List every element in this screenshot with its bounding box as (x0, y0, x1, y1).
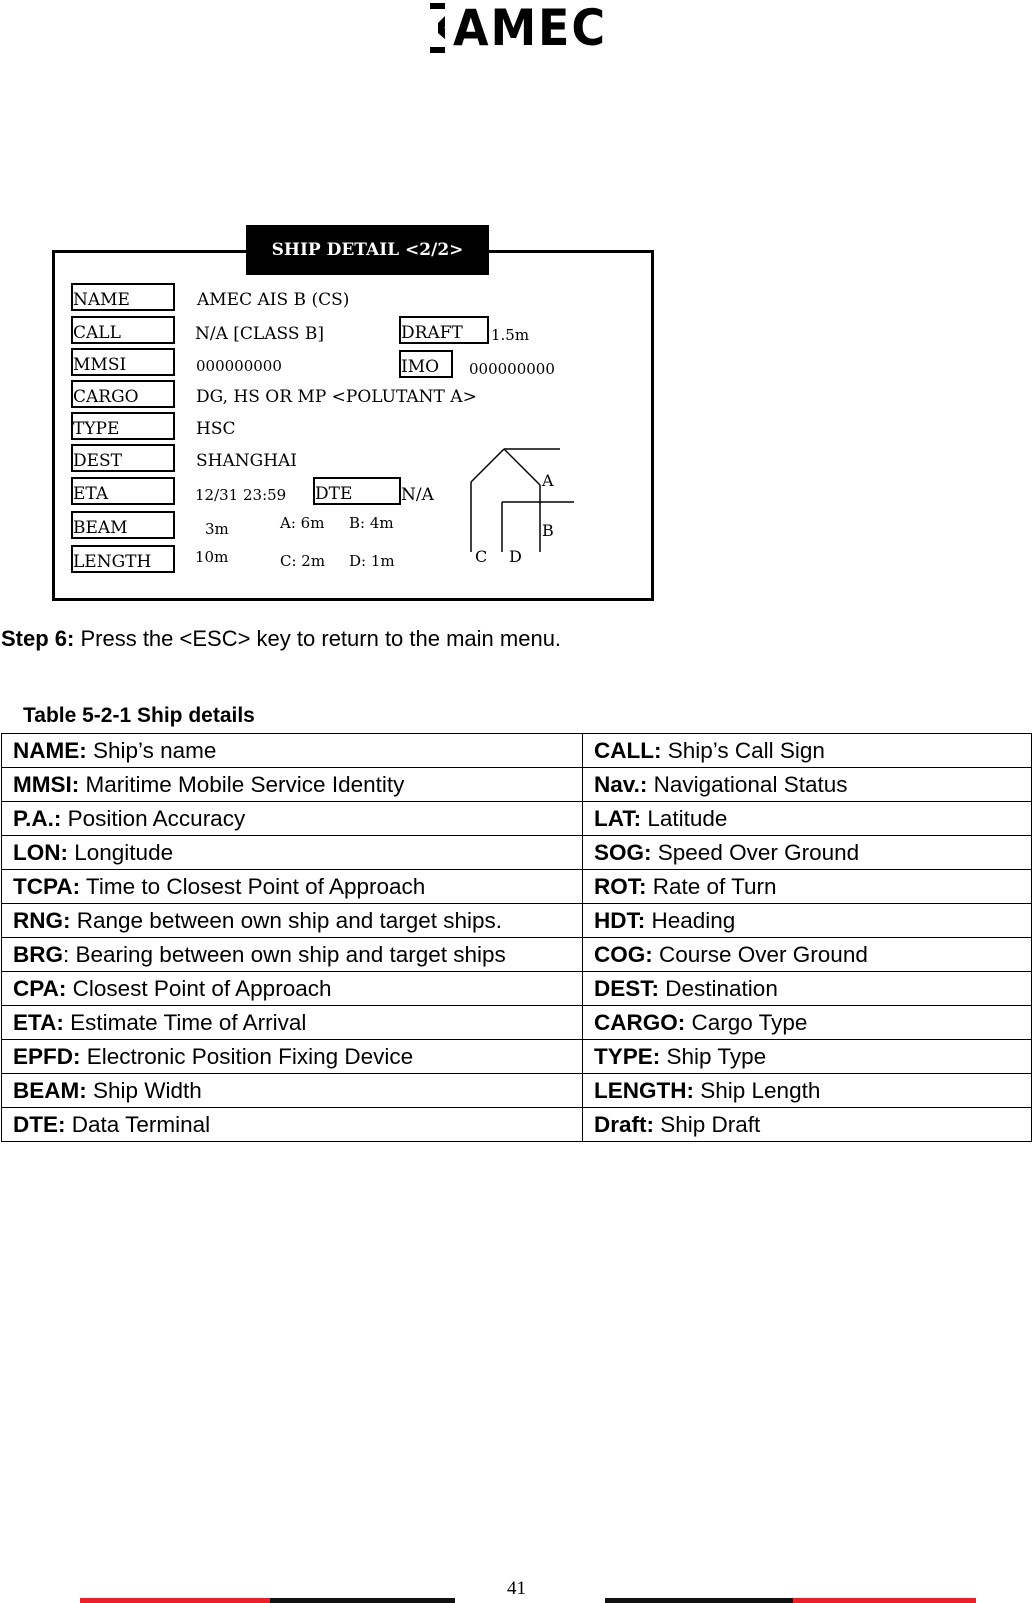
term-desc: Time to Closest Point of Approach (80, 874, 426, 899)
table-row (2, 938, 1032, 972)
table-cell (2, 904, 583, 938)
term-key: Nav.: (594, 772, 648, 797)
table-cell (2, 768, 583, 802)
term-key: CARGO: (594, 1010, 686, 1035)
table-cell (583, 870, 1032, 904)
term-desc: Heading (645, 908, 736, 933)
ship-details-table (1, 733, 1032, 1142)
diagram-label-c: C (475, 547, 488, 566)
step-instruction (1, 626, 561, 652)
table-cell (2, 1074, 583, 1108)
amec-logo (430, 0, 620, 57)
dimension-b: B: 4m (349, 514, 394, 532)
eta-value: 12/31 23:59 (195, 486, 287, 504)
table-cell (583, 768, 1032, 802)
term-key: HDT: (594, 908, 646, 933)
term-key: LON: (13, 840, 68, 865)
step-text: Press the <ESC> key to return to the main menu. (74, 626, 562, 651)
table-cell (583, 836, 1032, 870)
table-row (2, 972, 1032, 1006)
name-label: NAME (71, 283, 175, 311)
imo-label: IMO (399, 350, 453, 378)
imo-value: 000000000 (469, 360, 555, 378)
term-key: SOG: (594, 840, 652, 865)
beam-value: 3m (205, 520, 229, 538)
table-cell (2, 870, 583, 904)
draft-value: 1.5m (491, 326, 530, 344)
table-cell (583, 802, 1032, 836)
term-desc: Ship Width (86, 1078, 202, 1103)
term-desc: Cargo Type (685, 1010, 808, 1035)
term-desc: Latitude (641, 806, 728, 831)
term-desc: Electronic Position Fixing Device (80, 1044, 414, 1069)
term-key: CALL: (594, 738, 662, 763)
term-key: ROT: (594, 874, 647, 899)
name-value: AMEC AIS B (CS) (197, 290, 350, 310)
beam-label: BEAM (71, 511, 175, 539)
table-cell (2, 972, 583, 1006)
table-row (2, 1006, 1032, 1040)
term-key: EPFD: (13, 1044, 81, 1069)
eta-label: ETA (71, 477, 175, 505)
dimension-d: D: 1m (349, 552, 395, 570)
term-desc: Ship’s name (86, 738, 217, 763)
table-cell (583, 938, 1032, 972)
length-label: LENGTH (71, 545, 175, 573)
type-label: TYPE (71, 412, 175, 440)
term-desc: Ship Draft (654, 1112, 761, 1137)
term-desc: Navigational Status (647, 772, 848, 797)
table-cell (2, 1006, 583, 1040)
term-key: DTE: (13, 1112, 66, 1137)
table-cell (2, 734, 583, 768)
draft-label: DRAFT (399, 316, 489, 344)
term-desc: Data Terminal (65, 1112, 211, 1137)
table-row (2, 802, 1032, 836)
step-label: Step 6: (1, 626, 75, 651)
length-value: 10m (195, 548, 229, 566)
term-key: LENGTH: (594, 1078, 694, 1103)
term-key: MMSI: (13, 772, 80, 797)
table-cell (2, 938, 583, 972)
term-key: LAT: (594, 806, 642, 831)
term-desc: Rate of Turn (646, 874, 777, 899)
footer-bar-red-right (793, 1598, 976, 1603)
term-desc: Range between own ship and target ships. (70, 908, 503, 933)
table-row (2, 870, 1032, 904)
dimension-c: C: 2m (280, 552, 326, 570)
type-value: HSC (196, 419, 236, 439)
term-key: TYPE: (594, 1044, 661, 1069)
term-key: BRG (13, 942, 63, 967)
table-row (2, 1074, 1032, 1108)
cargo-label: CARGO (71, 380, 175, 408)
term-desc: Estimate Time of Arrival (63, 1010, 307, 1035)
term-desc: Ship’s Call Sign (661, 738, 825, 763)
table-cell (583, 1074, 1032, 1108)
amec-logo-mark-icon (430, 3, 445, 53)
term-key: P.A.: (13, 806, 62, 831)
table-cell (583, 1040, 1032, 1074)
amec-logo-text: AMEC (452, 0, 607, 57)
term-desc: Closest Point of Approach (66, 976, 332, 1001)
table-cell (583, 904, 1032, 938)
call-label: CALL (71, 316, 175, 344)
table-cell (583, 734, 1032, 768)
table-row (2, 734, 1032, 768)
table-caption: Table 5-2-1 Ship details (23, 704, 255, 727)
table-row (2, 1040, 1032, 1074)
table-row (2, 1108, 1032, 1142)
footer-bar-black-right (605, 1598, 793, 1603)
term-key: NAME: (13, 738, 87, 763)
table-row (2, 836, 1032, 870)
term-desc: Position Accuracy (61, 806, 246, 831)
term-desc: Speed Over Ground (651, 840, 860, 865)
term-key: ETA: (13, 1010, 64, 1035)
table-cell (2, 802, 583, 836)
diagram-label-a: A (542, 471, 554, 490)
term-desc: Destination (659, 976, 778, 1001)
diagram-label-b: B (542, 521, 554, 540)
term-key: CPA: (13, 976, 67, 1001)
page-number: 41 (507, 1578, 526, 1599)
term-desc: Course Over Ground (652, 942, 868, 967)
table-cell (583, 972, 1032, 1006)
table-cell (2, 1108, 583, 1142)
table-cell (583, 1006, 1032, 1040)
dest-label: DEST (71, 444, 175, 472)
term-desc: Maritime Mobile Service Identity (79, 772, 405, 797)
table-cell (2, 1040, 583, 1074)
table-cell (583, 1108, 1032, 1142)
term-desc: Longitude (68, 840, 174, 865)
ship-detail-screen (52, 250, 654, 601)
term-key: RNG: (13, 908, 71, 933)
dte-value: N/A (401, 485, 434, 505)
term-key: Draft: (594, 1112, 654, 1137)
table-row (2, 904, 1032, 938)
mmsi-label: MMSI (71, 348, 175, 376)
term-desc: : Bearing between own ship and target ships (63, 942, 506, 967)
cargo-value: DG, HS OR MP <POLUTANT A> (196, 387, 477, 407)
mmsi-value: 000000000 (196, 357, 282, 375)
term-key: COG: (594, 942, 653, 967)
screen-title: SHIP DETAIL <2/2> (246, 225, 489, 275)
dest-value: SHANGHAI (196, 451, 298, 471)
term-key: BEAM: (13, 1078, 87, 1103)
term-desc: Ship Length (694, 1078, 821, 1103)
diagram-label-d: D (509, 547, 522, 566)
term-desc: Ship Type (660, 1044, 767, 1069)
term-key: TCPA: (13, 874, 81, 899)
call-value: N/A [CLASS B] (195, 324, 325, 344)
dte-label: DTE (313, 477, 401, 505)
table-row (2, 768, 1032, 802)
term-key: DEST: (594, 976, 660, 1001)
dimension-a: A: 6m (280, 514, 325, 532)
table-cell (2, 836, 583, 870)
